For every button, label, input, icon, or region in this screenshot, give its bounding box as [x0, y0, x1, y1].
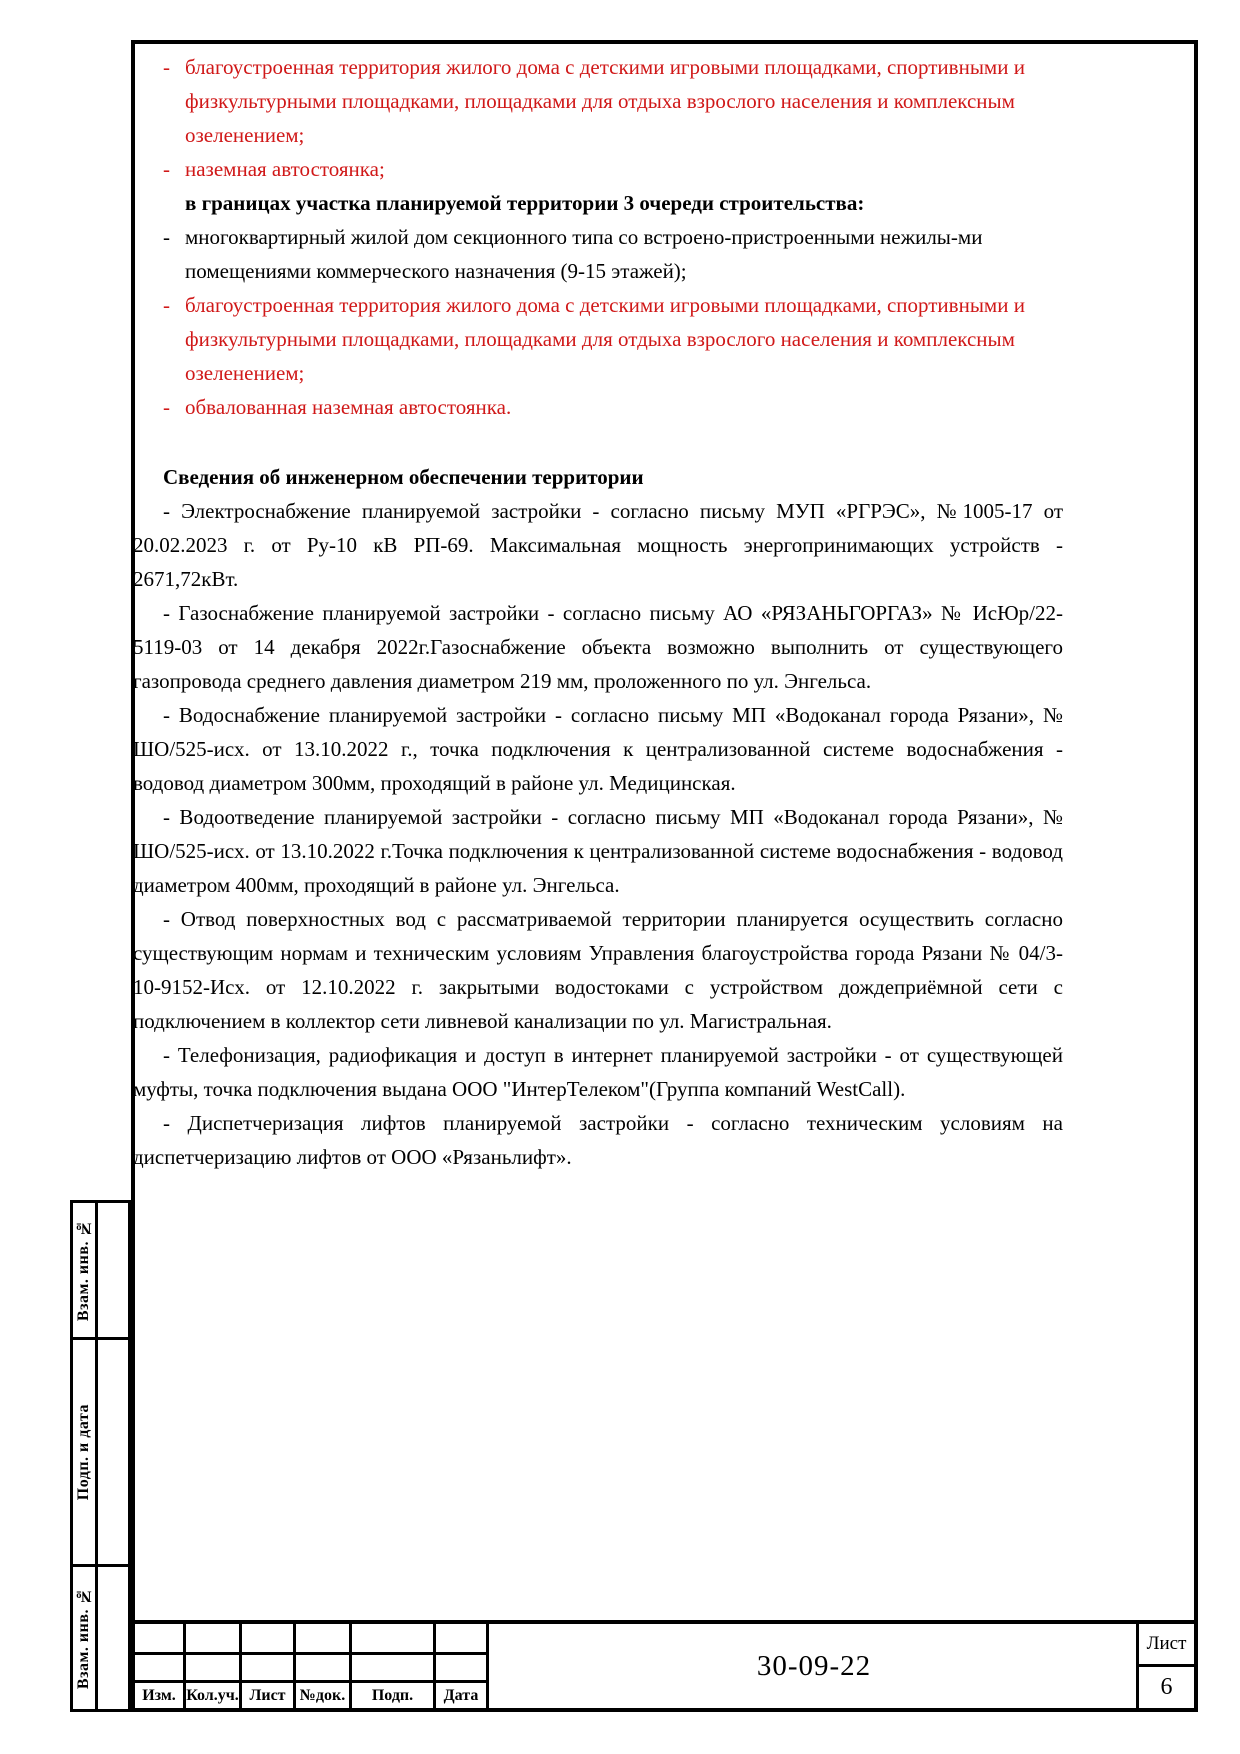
revision-header-podp: Подп. — [352, 1680, 436, 1708]
list-item-text: многоквартирный жилой дом секционного типа со встроено-пристроенными нежилы-ми помещениями коммерческого назначения (9-15 этажей); — [185, 225, 983, 283]
list-item-text: наземная автостоянка; — [185, 157, 385, 181]
revision-cell — [242, 1624, 296, 1652]
side-label-podp-i-data: Подп. и дата — [75, 1403, 92, 1501]
revision-cell — [296, 1624, 352, 1652]
side-stamp-box — [70, 1337, 131, 1567]
revision-header-data: Дата — [436, 1680, 489, 1708]
list-dash: - — [163, 55, 170, 79]
revision-cell — [186, 1652, 242, 1680]
document-content — [133, 50, 1063, 1174]
paragraph: - Газоснабжение планируемой застройки - согласно письму АО «РЯЗАНЬГОРГАЗ» № ИсЮр/22-5119-03 от 14 декабря 2022г.Газоснабжение объекта возможно выполнить от существующего газопровода среднего давления диаметром 219 мм, проложенного по ул. Энгельса. — [133, 601, 1063, 693]
list-item — [133, 390, 1063, 424]
revision-cell — [352, 1624, 436, 1652]
side-stamp-label-cell — [73, 1203, 98, 1337]
side-stamp-box — [70, 1564, 131, 1712]
list-dash: - — [163, 395, 170, 419]
paragraph: - Отвод поверхностных вод с рассматриваемой территории планируется осуществить согласно существующим нормам и техническим условиям Управления благоустройства города Рязани № 04/3-10-9152-Исх. от 12.10.2022 г. закрытыми водостоками с устройством дождеприёмной сети с подключением в коллектор сети ливневой канализации по ул. Магистральная. — [133, 907, 1063, 1033]
sheet-label: Лист — [1139, 1624, 1194, 1667]
section-subheading: в границах участка планируемой территории 3 очереди строительства: — [185, 191, 865, 215]
side-stamp-label-cell — [73, 1567, 98, 1709]
revision-cell — [135, 1652, 186, 1680]
side-stamp-empty-cell — [98, 1203, 128, 1337]
list-item-text: благоустроенная территория жилого дома с детскими игровыми площадками, спортивными и физкультурными площадками, площадками для отдыха взрослого населения и комплексным озеленением; — [185, 293, 1025, 385]
list-item-text: обвалованная наземная автостоянка. — [185, 395, 512, 419]
list-item-text: благоустроенная территория жилого дома с детскими игровыми площадками, спортивными и физкультурными площадками, площадками для отдыха взрослого населения и комплексным озеленением; — [185, 55, 1025, 147]
paragraph: - Водоотведение планируемой застройки - согласно письму МП «Водоканал города Рязани», № ШО/525-исх. от 13.10.2022 г.Точка подключения к централизованной системе водоснабжения - водовод диаметром 400мм, проходящий в районе ул. Энгельса. — [133, 805, 1063, 897]
revision-cell — [135, 1624, 186, 1652]
list-dash: - — [163, 293, 170, 317]
title-block — [131, 1620, 1198, 1712]
revision-cell — [296, 1652, 352, 1680]
revision-header-izm: Изм. — [135, 1680, 186, 1708]
side-stamp-box — [70, 1200, 131, 1340]
revision-table — [135, 1624, 492, 1708]
revision-header-koluch: Кол.уч. — [186, 1680, 242, 1708]
revision-header-list: Лист — [242, 1680, 296, 1708]
revision-cell — [352, 1652, 436, 1680]
paragraph: - Телефонизация, радиофикация и доступ в интернет планируемой застройки - от существующей муфты, точка подключения выдана ООО "ИнтерТелеком"(Группа компаний WestCall). — [133, 1043, 1063, 1101]
paragraph: - Водоснабжение планируемой застройки - согласно письму МП «Водоканал города Рязани», № ШО/525-исх. от 13.10.2022 г., точка подключения к централизованной системе водоснабжения - водовод диаметром 300мм, проходящий в районе ул. Медицинская. — [133, 703, 1063, 795]
list-item — [133, 220, 1063, 288]
list-item — [133, 50, 1063, 152]
list-item — [133, 288, 1063, 390]
side-stamp-empty-cell — [98, 1567, 128, 1709]
revision-header-dok: №док. — [296, 1680, 352, 1708]
side-stamp-label-cell — [73, 1340, 98, 1564]
document-number: 30-09-22 — [756, 1649, 872, 1682]
revision-cell — [436, 1652, 489, 1680]
revision-cell — [242, 1652, 296, 1680]
side-label-vzam-inv-top: Взам. инв. № — [75, 1218, 92, 1322]
list-item — [133, 152, 1063, 186]
list-dash: - — [163, 157, 170, 181]
section-heading: Сведения об инженерном обеспечении территории — [163, 465, 644, 489]
side-label-vzam-inv-bottom: Взам. инв. № — [75, 1586, 92, 1690]
list-dash: - — [163, 225, 170, 249]
revision-cell — [186, 1624, 242, 1652]
paragraph: - Диспетчеризация лифтов планируемой застройки - согласно техническим условиям на диспетчеризацию лифтов от ООО «Рязаньлифт». — [133, 1111, 1063, 1169]
sheet-column — [1136, 1624, 1194, 1708]
revision-cell — [436, 1624, 489, 1652]
paragraph: - Электроснабжение планируемой застройки - согласно письму МУП «РГРЭС», №1005-17 от 20.02.2023 г. от Ру-10 кВ РП-69. Максимальная мощность энергопринимающих устройств - 2671,72кВт. — [133, 499, 1063, 591]
sheet-number: 6 — [1160, 1674, 1173, 1700]
side-stamp-empty-cell — [98, 1340, 128, 1564]
